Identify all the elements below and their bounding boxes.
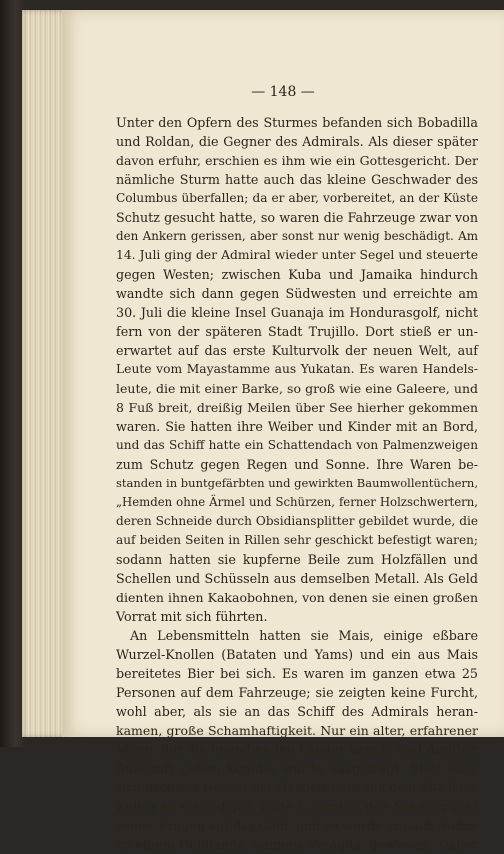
text-line: 30. Juli die kleine Insel Guanaja im Hondurasgolf, nicht [116,305,478,320]
text-line: wohl aber, als sie an das Schiff des Admirals heran- [116,704,478,719]
text-line: zu einem Goldlande, namens Veragua, gewiesen. Daher [116,837,478,852]
text-line: 8 Fuß breit, dreißig Meilen über See hierher gekommen [116,400,478,415]
text-line: fern von der späteren Stadt Trujillo. Dort stieß er un- [116,324,478,339]
text-line: Personen auf dem Fahrzeuge; sie zeigten keine Furcht, [116,685,478,700]
text-line: erwartet auf das erste Kulturvolk der neuen Welt, auf [116,343,478,358]
page-number: — 148 — [251,84,315,100]
text-line: Unter den Opfern des Sturmes befanden sich Bobadilla [116,115,478,130]
text-line: seiner Fragen auf das Gold, und so wurde er nach Süden [116,818,479,833]
text-line: kamen, große Schamhaftigkeit. Nur ein alter, erfahrener [116,723,478,738]
text-line: Wurzel-Knollen (Bataten und Yams) und ein aus Mais [116,647,478,662]
text-line: davon erfuhr, erschien es ihm wie ein Gottesgericht. Der [116,153,478,168]
text-line: „Hemden ohne Ärmel und Schürzen, ferner Holzschwertern, [116,495,478,509]
text-line: gegen Westen; zwischen Kuba und Jamaika hindurch [116,267,478,282]
text-line: Columbus überfallen; da er aber, vorbereitet, an der Küste [116,191,478,205]
text-line: und das Schiff hatte ein Schattendach von Palmenzweigen [116,438,478,452]
book-page [62,10,504,852]
text-line: An Lebensmitteln hatten sie Mais, einige eßbare [130,628,478,643]
text-line: Auskunft geben konnte, wurde ausgefragt. Statt aber [116,761,478,776]
text-line: standen in buntgefärbten und gewirkten Baumwollentüchern, [116,476,478,490]
text-line: Vorrat mit sich führten. [116,609,268,624]
text-line: waren. Sie hatten ihre Weiber und Kinder mit an Bord, [116,419,478,434]
text-line: Kultur zu erkundigen, legte Columbus den Schwerpunkt [116,799,478,814]
body-text [116,113,478,854]
text-line: 14. Juli ging der Admiral wieder unter Segel und steuerte [116,248,478,262]
text-line: auf beiden Seiten in Rillen sehr geschickt befestigt waren; [116,533,478,547]
text-line: bereitetes Bier bei sich. Es waren im ganzen etwa 25 [116,666,478,681]
text-line: dienten ihnen Kakaobohnen, von denen sie einen großen [116,590,478,605]
text-line: und Roldan, die Gegner des Admirals. Als dieser später [116,134,478,149]
text-line: sich nach der Heimat der Handelsleute und dem Sitz ihrer [116,780,478,794]
text-line: wandte sich dann gegen Südwesten und erreichte am [116,286,478,301]
text-line: Schellen und Schüsseln aus demselben Metall. Als Geld [116,571,478,586]
text-line: sodann hatten sie kupferne Beile zum Holzfällen und [116,552,478,567]
text-line: Schutz gesucht hatte, so waren die Fahrzeuge zwar von [116,210,478,225]
text-line: nämliche Sturm hatte auch das kleine Geschwader des [116,172,478,187]
text-line: Leute vom Mayastamme aus Yukatan. Es waren Handels- [116,362,478,376]
text-line: deren Schneide durch Obsidiansplitter gebildet wurde, die [116,514,478,528]
text-line: den Ankern gerissen, aber sonst nur wenig beschädigt. Am [116,229,478,243]
text-line: leute, die mit einer Barke, so groß wie eine Galeere, und [116,381,478,396]
text-line: zum Schutz gegen Regen und Sonne. Ihre Waren be- [116,457,478,472]
text-line: Mann, der die umgebenden Länder kannte und darüber [116,742,478,757]
